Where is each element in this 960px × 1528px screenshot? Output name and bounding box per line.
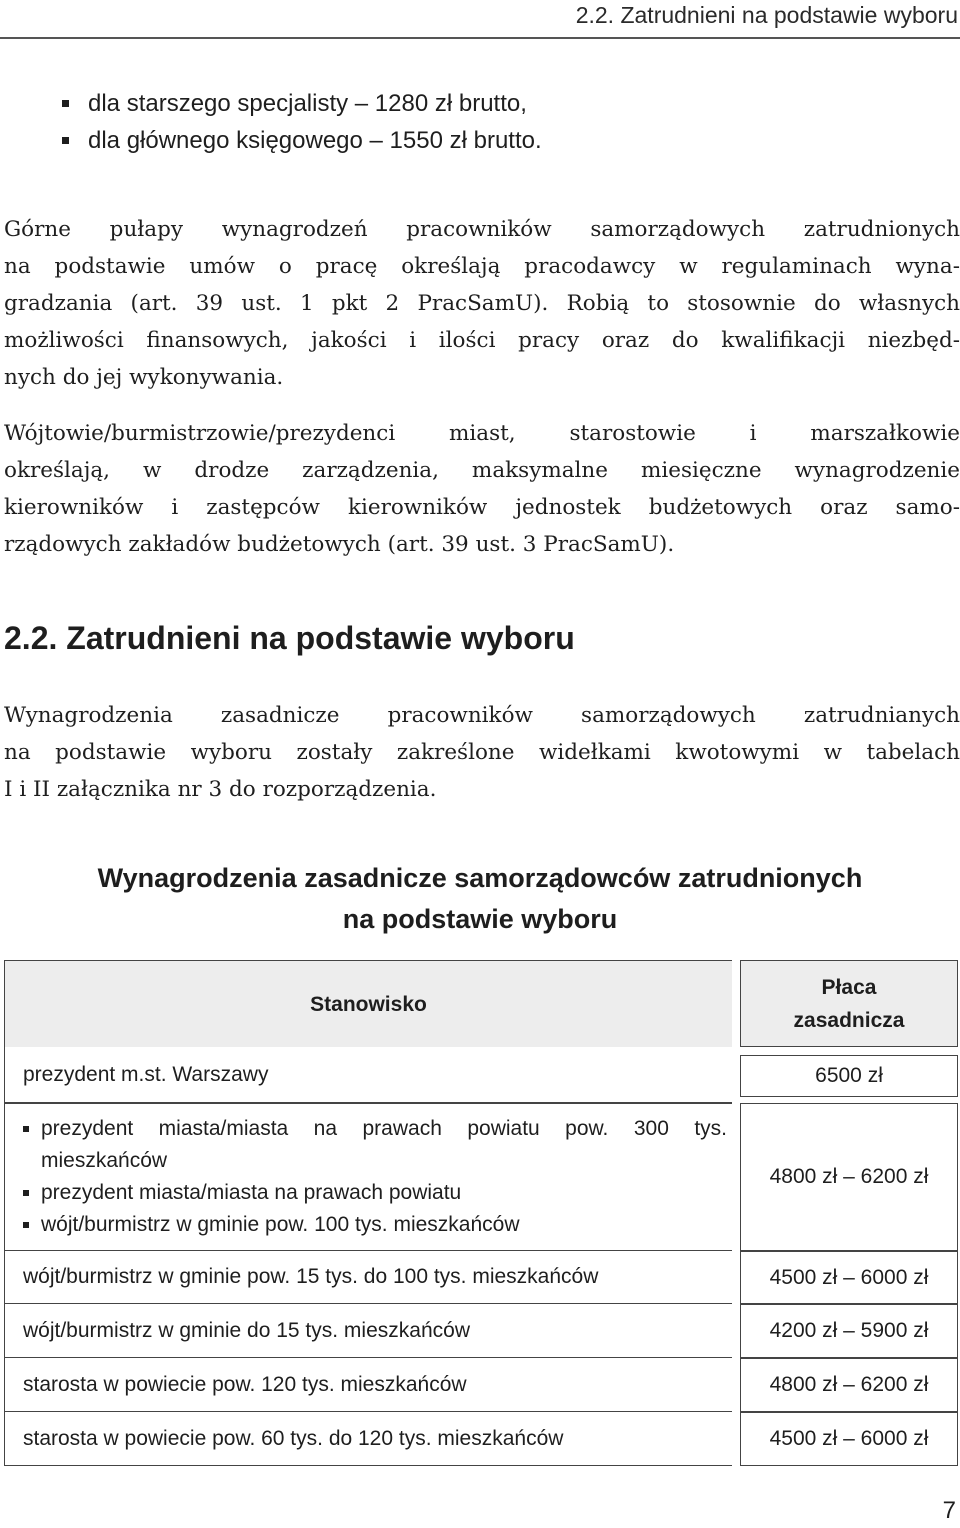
table-row-position <box>4 1103 732 1251</box>
table-row-position <box>4 1304 732 1358</box>
table-header-salary <box>740 960 958 1047</box>
cell-list-item <box>23 1177 727 1209</box>
list-item-text: dla głównego księgowego – 1550 zł brutto. <box>88 127 542 154</box>
section-heading: 2.2. Zatrudnieni na podstawie wyboru <box>4 620 575 656</box>
table-row-salary <box>740 1103 958 1251</box>
bullet-square-icon <box>62 137 69 144</box>
bullet-list <box>62 85 542 159</box>
paragraph-elected <box>4 697 960 808</box>
paragraph-managers <box>4 415 960 563</box>
cell-text: wójt/burmistrz w gminie do 15 tys. mieszkańców <box>23 1318 470 1342</box>
cell-text: wójt/burmistrz w gminie pow. 15 tys. do 100 tys. mieszkańców <box>23 1265 599 1288</box>
table-row-salary <box>740 1304 958 1358</box>
paragraph-line: możliwości finansowych, jakości i ilości pracy oraz do kwalifikacji niezbęd- <box>4 328 960 353</box>
running-header-bar <box>0 0 960 40</box>
cell-text: 4500 zł – 6000 zł <box>769 1265 929 1289</box>
table-title-line: na podstawie wyboru <box>342 904 618 934</box>
running-header: 2.2. Zatrudnieni na podstawie wyboru <box>575 2 958 28</box>
paragraph-line: Wynagrodzenia zasadnicze pracowników samorządowych zatrudnianych <box>4 703 960 728</box>
table-title <box>0 858 960 940</box>
paragraph-line: I i II załącznika nr 3 do rozporządzenia. <box>4 777 437 802</box>
table-row-salary <box>740 1055 958 1097</box>
list-item-text: dla starszego specjalisty – 1280 zł brutto, <box>88 90 527 117</box>
paragraph-line: na podstawie wyboru zostały zakreślone widełkami kwotowymi w tabelach <box>4 740 960 765</box>
table-title-line: Wynagrodzenia zasadnicze samorządowców zatrudnionych <box>97 863 863 893</box>
cell-text: prezydent m.st. Warszawy <box>23 1062 269 1086</box>
paragraph-line: rządowych zakładów budżetowych (art. 39 ust. 3 PracSamU). <box>4 532 675 557</box>
table-row-salary <box>740 1412 958 1466</box>
page-number: 7 <box>942 1497 956 1524</box>
list-item <box>62 122 542 159</box>
paragraph-line: nych do jej wykonywania. <box>4 365 284 390</box>
paragraph-line: Górne pułapy wynagrodzeń pracowników samorządowych zatrudnionych <box>4 217 960 242</box>
bullet-square-icon <box>23 1190 29 1196</box>
bullet-square-icon <box>23 1126 29 1132</box>
bullet-square-icon <box>62 100 69 107</box>
header-rule <box>0 37 960 39</box>
table-row-salary <box>740 1251 958 1304</box>
cell-text: wójt/burmistrz w gminie pow. 100 tys. mieszkańców <box>41 1213 520 1236</box>
cell-text: 6500 zł <box>815 1064 883 1087</box>
bullet-square-icon <box>23 1222 29 1228</box>
header-label: Stanowisko <box>310 992 427 1016</box>
cell-text: prezydent miasta/miasta na prawach powiatu <box>41 1181 462 1204</box>
list-item <box>62 85 542 122</box>
cell-text: 4500 zł – 6000 zł <box>769 1427 929 1450</box>
table-row-position <box>4 1358 732 1412</box>
table-row-salary <box>740 1358 958 1412</box>
cell-text: prezydent miasta/miasta na prawach powiatu pow. 300 tys. <box>41 1117 727 1140</box>
cell-text: 4200 zł – 5900 zł <box>769 1319 929 1342</box>
paragraph-line: gradzania (art. 39 ust. 1 pkt 2 PracSamU). Robią to stosownie do własnych <box>4 291 960 316</box>
cell-text: starosta w powiecie pow. 60 tys. do 120 tys. mieszkańców <box>23 1426 564 1450</box>
cell-list-item <box>23 1113 727 1177</box>
header-label: zasadnicza <box>793 1008 905 1032</box>
cell-text: 4800 zł – 6200 zł <box>769 1373 929 1396</box>
paragraph-line: Wójtowie/burmistrzowie/prezydenci miast, starostowie i marszałkowie <box>4 421 960 446</box>
cell-text: 4800 zł – 6200 zł <box>769 1165 929 1188</box>
table-row-position <box>4 1412 732 1466</box>
table-row-position <box>4 1251 732 1304</box>
paragraph-upper-limits <box>4 211 960 396</box>
paragraph-line: kierowników i zastępców kierowników jednostek budżetowych oraz samo- <box>4 495 960 520</box>
cell-list <box>23 1113 727 1241</box>
cell-text: mieszkańców <box>41 1149 168 1172</box>
paragraph-line: określają, w drodze zarządzenia, maksymalne miesięczne wynagrodzenie <box>4 458 960 483</box>
table-header-position <box>4 960 732 1047</box>
cell-text: starosta w powiecie pow. 120 tys. mieszkańców <box>23 1372 467 1396</box>
paragraph-line: na podstawie umów o pracę określają pracodawcy w regulaminach wyna- <box>4 254 960 279</box>
header-label: Płaca <box>821 975 877 999</box>
table-row-position <box>4 1047 732 1103</box>
cell-list-item <box>23 1209 727 1241</box>
